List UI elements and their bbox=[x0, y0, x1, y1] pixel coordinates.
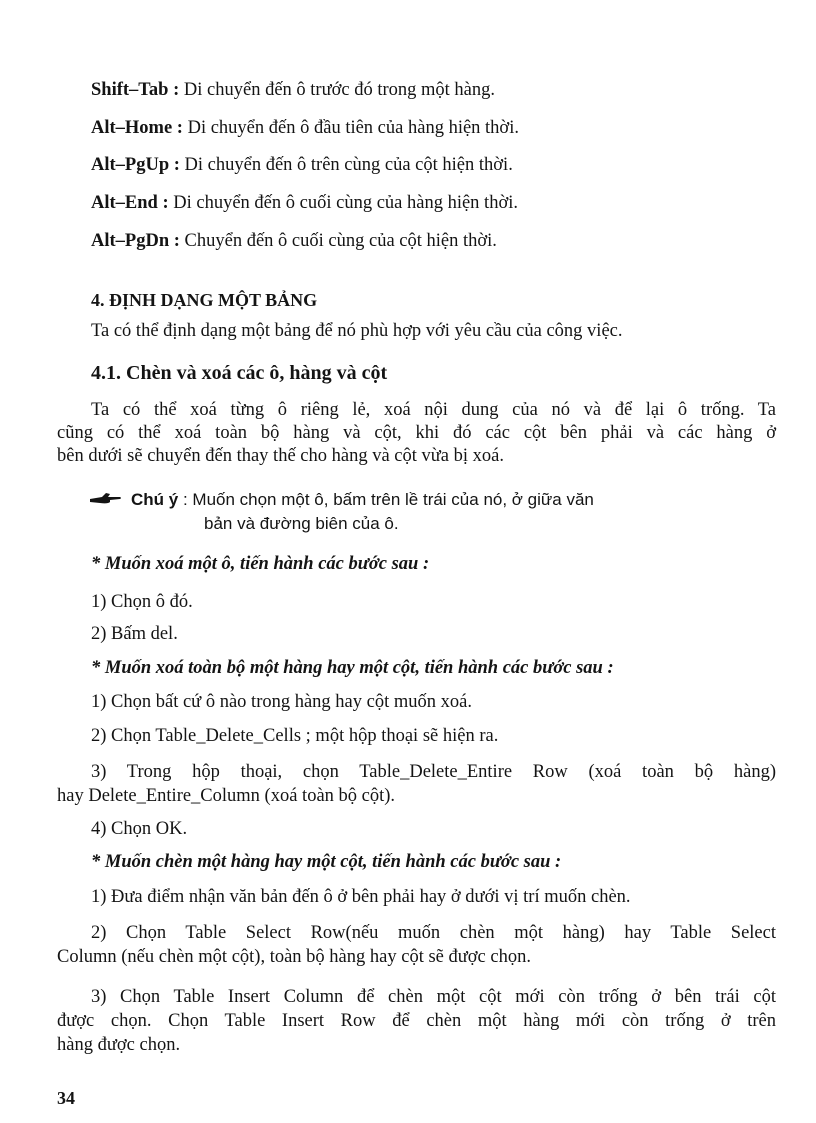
shortcut-key: Alt–End : bbox=[91, 193, 169, 213]
procedure-step: 2) Bấm del. bbox=[91, 624, 178, 644]
note-line bbox=[131, 488, 594, 512]
note-line-2: bản và đường biên của ô. bbox=[204, 514, 399, 533]
shortcut-desc: Di chuyển đến ô cuối cùng của hàng hiện thời. bbox=[168, 193, 518, 213]
paragraph-line: cũng có thể xoá toàn bộ hàng và cột, khi đó các cột bên phải và các hàng ở bbox=[57, 423, 776, 443]
page-number: 34 bbox=[57, 1088, 75, 1108]
procedure-step-cont: Column (nếu chèn một cột), toàn bộ hàng hay cột sẽ được chọn. bbox=[57, 947, 531, 967]
shortcut-desc: Di chuyển đến ô trước đó trong một hàng. bbox=[179, 80, 496, 100]
shortcut-desc: Chuyển đến ô cuối cùng của cột hiện thời. bbox=[179, 231, 497, 251]
procedure-step-cont: được chọn. Chọn Table Insert Row để chèn một hàng mới còn trống ở trên bbox=[57, 1011, 776, 1031]
paragraph-line: bên dưới sẽ chuyển đến thay thế cho hàng và cột vừa bị xoá. bbox=[57, 446, 504, 466]
section-heading: 4. ĐỊNH DẠNG MỘT BẢNG bbox=[91, 290, 318, 310]
procedure-step: 2) Chọn Table_Delete_Cells ; một hộp thoại sẽ hiện ra. bbox=[91, 726, 499, 746]
procedure-step: 1) Chọn bất cứ ô nào trong hàng hay cột muốn xoá. bbox=[91, 692, 472, 712]
shortcut-key: Alt–PgDn : bbox=[91, 231, 180, 251]
procedure-step: 1) Chọn ô đó. bbox=[91, 592, 193, 612]
procedure-step: 3) Chọn Table Insert Column để chèn một cột mới còn trống ở bên trái cột bbox=[91, 987, 776, 1007]
paragraph-line: Ta có thể xoá từng ô riêng lẻ, xoá nội dung của nó và để lại ô trống. Ta bbox=[91, 400, 776, 420]
subsection-heading: 4.1. Chèn và xoá các ô, hàng và cột bbox=[91, 362, 388, 384]
shortcut-key: Alt–Home : bbox=[91, 118, 183, 138]
procedure-step: 2) Chọn Table Select Row(nếu muốn chèn một hàng) hay Table Select bbox=[91, 923, 776, 943]
procedure-step-cont: hàng được chọn. bbox=[57, 1035, 181, 1055]
procedure-step-cont: hay Delete_Entire_Column (xoá toàn bộ cột). bbox=[57, 786, 396, 806]
shortcut-line bbox=[91, 116, 519, 140]
note-label: Chú ý bbox=[131, 490, 179, 509]
note-text: : Muốn chọn một ô, bấm trên lề trái của nó, ở giữa văn bbox=[178, 490, 594, 509]
pointing-hand-icon bbox=[88, 491, 122, 505]
procedure-step: 4) Chọn OK. bbox=[91, 819, 188, 839]
shortcut-line bbox=[91, 78, 495, 102]
procedure-title: * Muốn xoá một ô, tiến hành các bước sau : bbox=[91, 554, 430, 574]
procedure-title: * Muốn chèn một hàng hay một cột, tiến hành các bước sau : bbox=[91, 852, 562, 872]
shortcut-line bbox=[91, 229, 497, 253]
shortcut-desc: Di chuyển đến ô trên cùng của cột hiện thời. bbox=[179, 155, 513, 175]
section-intro: Ta có thể định dạng một bảng để nó phù hợp với yêu cầu của công việc. bbox=[91, 321, 623, 341]
procedure-title: * Muốn xoá toàn bộ một hàng hay một cột, tiến hành các bước sau : bbox=[91, 658, 614, 678]
shortcut-desc: Di chuyển đến ô đầu tiên của hàng hiện thời. bbox=[182, 118, 519, 138]
procedure-step: 1) Đưa điểm nhận văn bản đến ô ở bên phải hay ở dưới vị trí muốn chèn. bbox=[91, 887, 631, 907]
shortcut-key: Alt–PgUp : bbox=[91, 155, 180, 175]
shortcut-key: Shift–Tab : bbox=[91, 80, 180, 100]
shortcut-line bbox=[91, 153, 513, 177]
procedure-step: 3) Trong hộp thoại, chọn Table_Delete_Entire Row (xoá toàn bộ hàng) bbox=[91, 762, 776, 782]
shortcut-line bbox=[91, 191, 518, 215]
